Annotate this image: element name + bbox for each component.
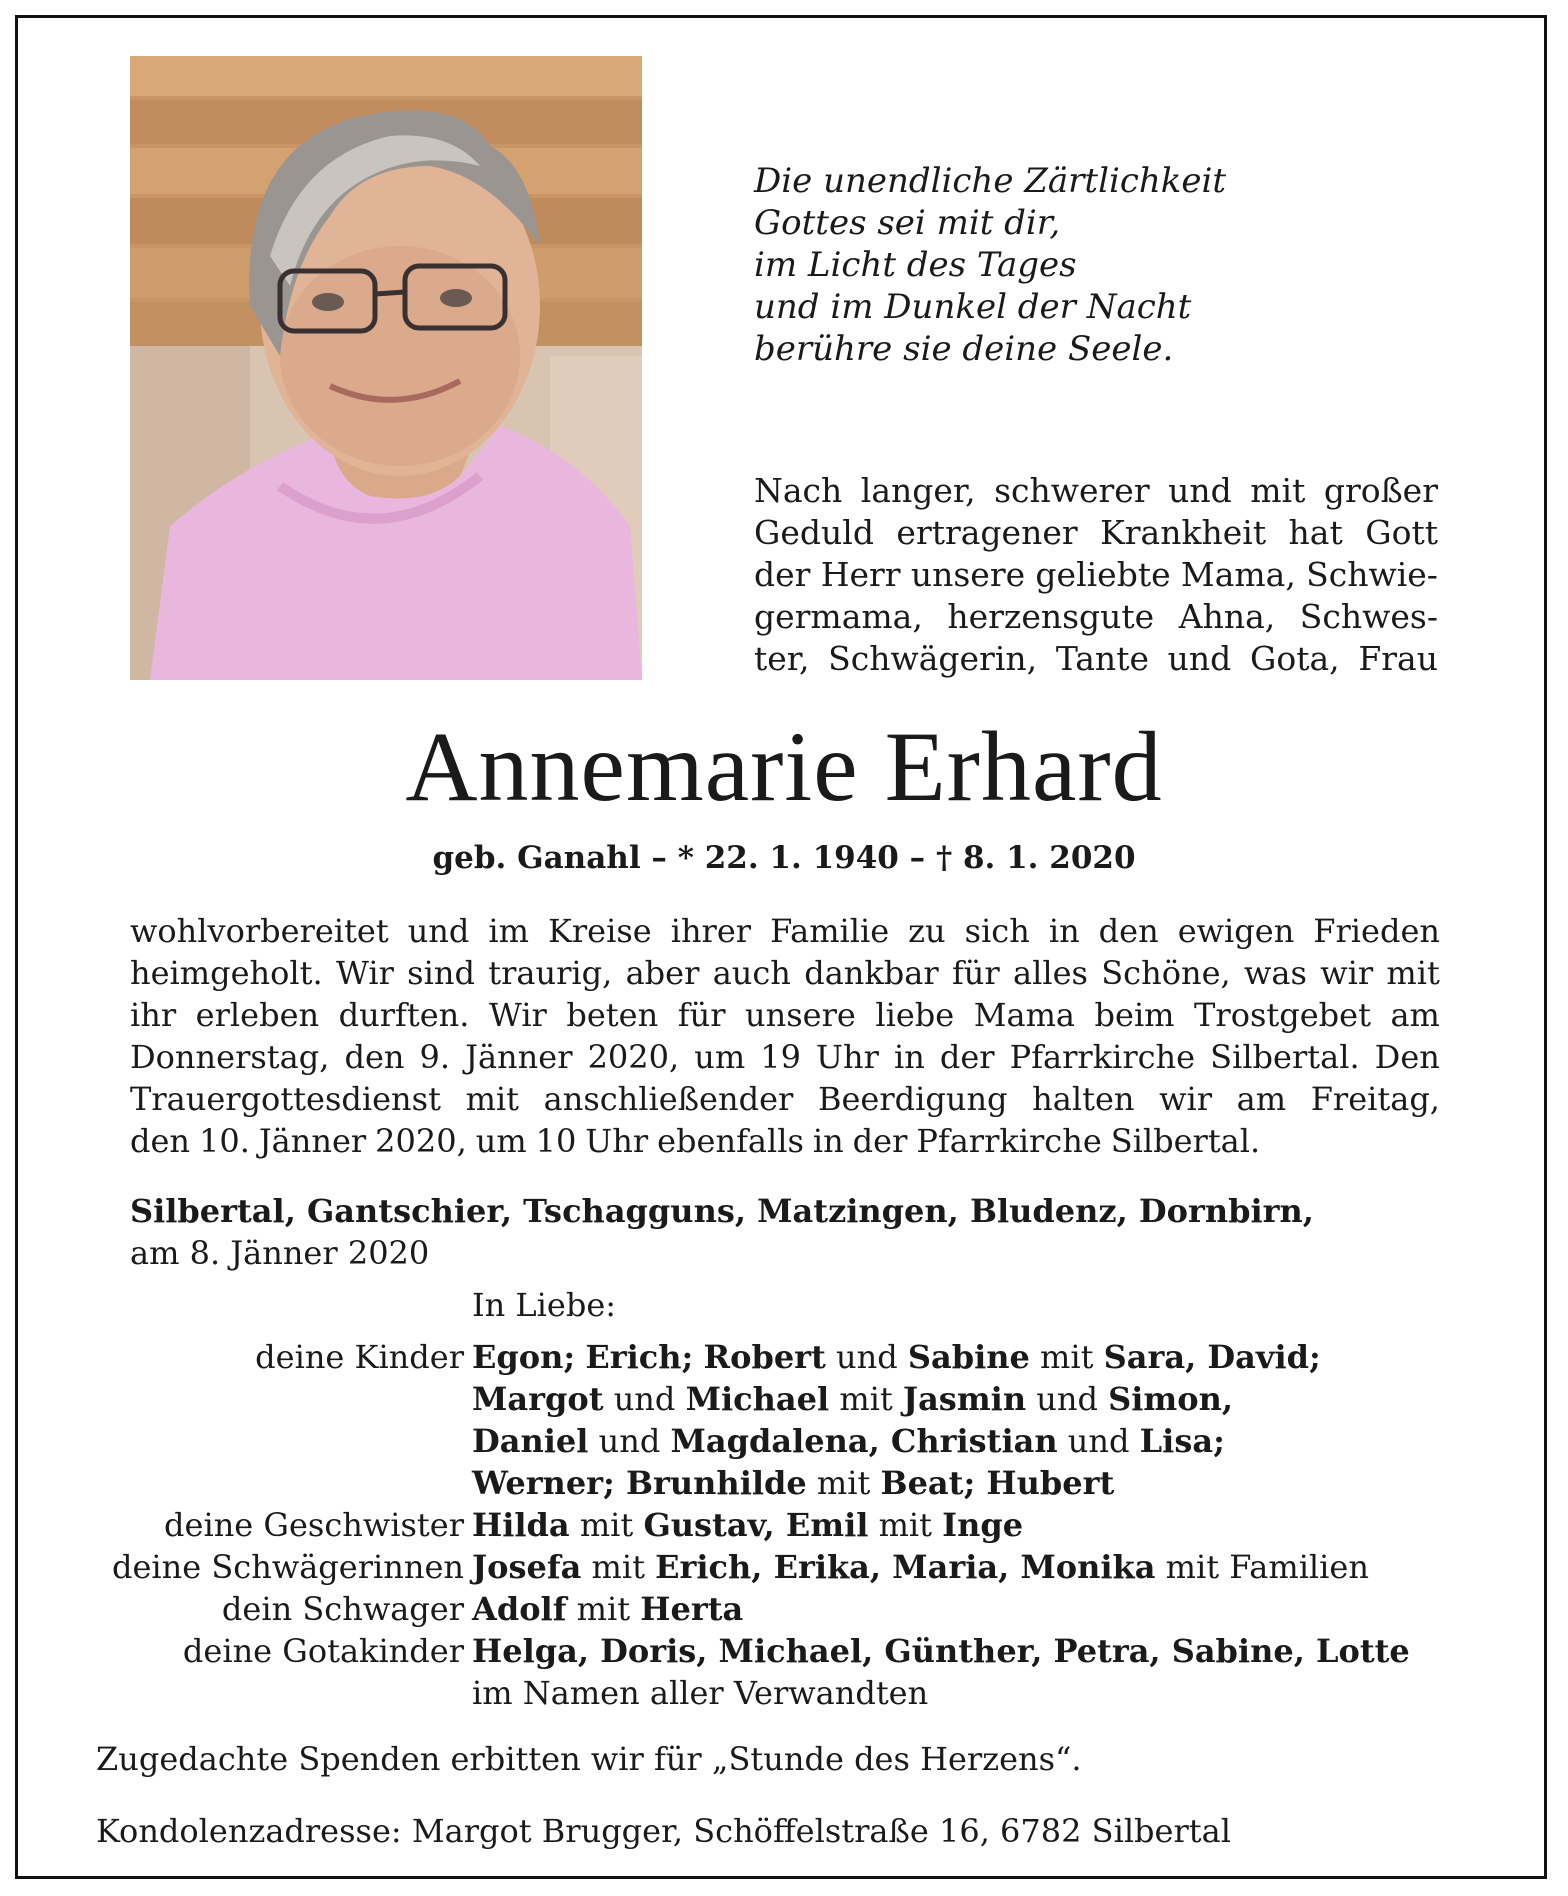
person-name: Herta [640, 1590, 744, 1628]
word: mit [1250, 471, 1306, 510]
word: Freitag, [1310, 1080, 1440, 1118]
word: dankbar [804, 954, 939, 992]
word: Wir [488, 996, 547, 1034]
word: anschließender [543, 1080, 794, 1118]
word: wohlvorbereitet [130, 912, 389, 950]
word: 19 [760, 1038, 801, 1076]
intro-line [754, 596, 1438, 638]
person-name: Erich, Erika, Maria, Monika [655, 1548, 1156, 1586]
word: den [1098, 912, 1159, 950]
word: Frau [1358, 639, 1438, 678]
body-line [130, 1120, 1440, 1162]
person-name: Jasmin [902, 1380, 1027, 1418]
word: Geduld [754, 513, 874, 552]
body-line [130, 1036, 1440, 1078]
word: Mama [973, 996, 1075, 1034]
word: Gota, [1250, 639, 1340, 678]
relation-label [40, 1378, 472, 1420]
family-row [40, 1378, 1540, 1420]
word: Schwägerin, [828, 639, 1038, 678]
connector-text: und [825, 1338, 908, 1376]
word: ihr [130, 996, 177, 1034]
word: Frieden [1313, 912, 1440, 950]
word: Trauergottesdienst [130, 1080, 441, 1118]
person-name: Werner; Brunhilde [472, 1464, 807, 1502]
word: am [1390, 996, 1440, 1034]
connector-text: mit [868, 1506, 943, 1544]
connector-text: und [588, 1422, 671, 1460]
relation-names [472, 1672, 1540, 1714]
word: zu [908, 912, 946, 950]
connector-text: und [603, 1380, 686, 1418]
person-name: Erich; [585, 1338, 694, 1376]
connector-text [693, 1338, 703, 1376]
word: heimgeholt. [130, 954, 323, 992]
person-name: Josefa [472, 1548, 582, 1586]
word: den [344, 1038, 405, 1076]
connector-text: mit [829, 1380, 903, 1418]
connector-text: im Namen aller Verwandten [472, 1674, 929, 1712]
person-name: Adolf [472, 1590, 567, 1628]
word: was [1243, 954, 1307, 992]
word: am [1236, 1080, 1287, 1118]
connector-text: und [1057, 1422, 1140, 1460]
poem-line: und im Dunkel der Nacht [754, 287, 1192, 327]
word: Ahna, [1178, 597, 1276, 636]
word: 9. [419, 1038, 451, 1076]
intro-line [754, 512, 1438, 554]
deceased-name: Annemarie Erhard [405, 711, 1163, 822]
word: beim [1094, 996, 1175, 1034]
person-name: Inge [942, 1506, 1024, 1544]
family-row [40, 1588, 1540, 1630]
word: erleben [195, 996, 320, 1034]
relation-label: deine Schwägerinnen [111, 1548, 464, 1586]
word: Uhr [585, 1122, 649, 1160]
relation-names [472, 1630, 1540, 1672]
word: der [939, 1038, 995, 1076]
word: Beerdigung [817, 1080, 1008, 1118]
relation-label [40, 1462, 472, 1504]
in-liebe-heading: In Liebe: [472, 1286, 617, 1324]
person-name: Hilda [472, 1506, 570, 1544]
word: der [754, 555, 811, 594]
word: Herr [820, 555, 901, 594]
word: langer, [860, 471, 976, 510]
word: Den [1374, 1038, 1440, 1076]
person-name: Margot [472, 1380, 604, 1418]
word: Donnerstag, [130, 1038, 330, 1076]
birth-death-dates: geb. Ganahl – * 22. 1. 1940 – † 8. 1. 2020 [432, 840, 1136, 876]
word: Mama, [1180, 555, 1296, 594]
body-line [130, 1078, 1440, 1120]
intro-line [754, 638, 1438, 680]
word: mit [1386, 954, 1440, 992]
poem-line: Gottes sei mit dir, [754, 203, 1061, 243]
connector-text: mit [581, 1548, 656, 1586]
intro-line [754, 470, 1438, 512]
word: durften. [338, 996, 470, 1034]
poem-line: Die unendliche Zärtlichkeit [754, 161, 1227, 201]
word: traurig, [488, 954, 613, 992]
connector-text [575, 1338, 585, 1376]
relation-names [472, 1588, 1540, 1630]
word: unsere [910, 555, 1026, 594]
donations-note: Zugedachte Spenden erbitten wir für „Stunde des Herzens“. [96, 1740, 1082, 1778]
word: liebe [875, 996, 955, 1034]
word: ihrer [670, 912, 752, 950]
relation-names [472, 1378, 1540, 1420]
person-name: Michael [685, 1380, 830, 1418]
family-row [40, 1504, 1540, 1546]
word: für [951, 954, 1000, 992]
person-name: Helga, Doris, Michael, Günther, Petra, Sabine, Lotte [472, 1632, 1410, 1670]
word: Schwes- [1299, 597, 1438, 636]
intro-paragraph [754, 470, 1438, 680]
word: der [852, 1122, 908, 1160]
word: auch [712, 954, 791, 992]
person-name: Egon; [472, 1338, 576, 1376]
word: sich [964, 912, 1030, 950]
word: Nach [754, 471, 843, 510]
poem-line: im Licht des Tages [754, 245, 1077, 285]
word: ertragener [896, 513, 1078, 552]
word: Silbertal. [1110, 1122, 1261, 1160]
word: für [677, 996, 726, 1034]
person-name: Daniel [472, 1422, 589, 1460]
body-paragraph [130, 910, 1440, 1162]
relation-names [472, 1420, 1540, 1462]
family-list [40, 1336, 1540, 1714]
word: Familie [770, 912, 890, 950]
word: Trostgebet [1194, 996, 1371, 1034]
word: und [1167, 639, 1232, 678]
word: Kreise [547, 912, 652, 950]
word: wir [1159, 1080, 1213, 1118]
word: und [407, 912, 470, 950]
word: 10 [535, 1122, 577, 1160]
body-line [130, 910, 1440, 952]
word: Jänner [465, 1038, 573, 1076]
connector-text: mit Familien [1155, 1548, 1369, 1586]
word: Pfarrkirche [1009, 1038, 1196, 1076]
condolence-address: Kondolenzadresse: Margot Brugger, Schöffelstraße 16, 6782 Silbertal [96, 1812, 1231, 1850]
places-line: Silbertal, Gantschier, Tschagguns, Matzingen, Bludenz, Dornbirn, [130, 1192, 1314, 1230]
word: Krankheit [1100, 513, 1267, 552]
relation-label: deine Kinder [255, 1338, 464, 1376]
word: Pfarrkirche [916, 1122, 1102, 1160]
word: Tante [1055, 639, 1149, 678]
person-name: Magdalena, Christian [670, 1422, 1058, 1460]
word: geliebte [1035, 555, 1171, 594]
intro-line [754, 554, 1438, 596]
word: mit [465, 1080, 519, 1118]
word: 10. [198, 1122, 250, 1160]
word: großer [1323, 471, 1438, 510]
relation-names [472, 1504, 1540, 1546]
word: Gott [1365, 513, 1438, 552]
word: Silbertal. [1210, 1038, 1360, 1076]
family-row [40, 1546, 1540, 1588]
family-row [40, 1672, 1540, 1714]
word: in [1048, 912, 1080, 950]
word: beten [566, 996, 659, 1034]
relation-label: deine Geschwister [164, 1506, 464, 1544]
word: 2020, [375, 1122, 467, 1160]
word: im [488, 912, 529, 950]
person-name: Simon, [1108, 1380, 1234, 1418]
word: aber [625, 954, 700, 992]
word: unsere [745, 996, 856, 1034]
word: ewigen [1177, 912, 1295, 950]
person-name: Sabine [907, 1338, 1030, 1376]
person-name: Beat; Hubert [880, 1464, 1115, 1502]
word: sind [407, 954, 475, 992]
relation-label [40, 1420, 472, 1462]
word: wir [1320, 954, 1374, 992]
word: germama, [754, 597, 923, 636]
person-name: Lisa; [1139, 1422, 1225, 1460]
body-line [130, 994, 1440, 1036]
family-row [40, 1420, 1540, 1462]
connector-text: mit [806, 1464, 881, 1502]
word: schwerer [994, 471, 1150, 510]
connector-text: und [1026, 1380, 1109, 1418]
relation-label: deine Gotakinder [182, 1632, 464, 1670]
relation-label: dein Schwager [221, 1590, 464, 1628]
word: Wir [336, 954, 394, 992]
portrait-photo [130, 56, 642, 680]
connector-text: mit [569, 1506, 644, 1544]
person-name: Sara, David; [1103, 1338, 1321, 1376]
word: herzensgute [947, 597, 1155, 636]
relation-names [472, 1546, 1540, 1588]
person-name: Robert [703, 1338, 826, 1376]
place-date: am 8. Jänner 2020 [130, 1234, 430, 1272]
word: Schöne, [1101, 954, 1231, 992]
word: Schwie- [1306, 555, 1438, 594]
word: um [475, 1122, 527, 1160]
family-row [40, 1336, 1540, 1378]
relation-names [472, 1336, 1540, 1378]
connector-text: mit [1029, 1338, 1104, 1376]
word: 2020, [587, 1038, 680, 1076]
family-row [40, 1462, 1540, 1504]
word: in [812, 1122, 844, 1160]
connector-text: mit [566, 1590, 641, 1628]
word: ebenfalls [657, 1122, 804, 1160]
word: Uhr [816, 1038, 879, 1076]
relation-label [40, 1672, 472, 1714]
family-row [40, 1630, 1540, 1672]
poem [754, 160, 1494, 370]
body-line [130, 952, 1440, 994]
word: ter, [754, 639, 810, 678]
word: halten [1032, 1080, 1135, 1118]
word: und [1168, 471, 1232, 510]
word: hat [1288, 513, 1343, 552]
word: um [694, 1038, 746, 1076]
word: in [893, 1038, 925, 1076]
word: den [130, 1122, 191, 1160]
poem-line: berühre sie deine Seele. [754, 329, 1174, 369]
word: Jänner [258, 1122, 367, 1160]
relation-names [472, 1462, 1540, 1504]
person-name: Gustav, Emil [643, 1506, 869, 1544]
word: alles [1013, 954, 1088, 992]
